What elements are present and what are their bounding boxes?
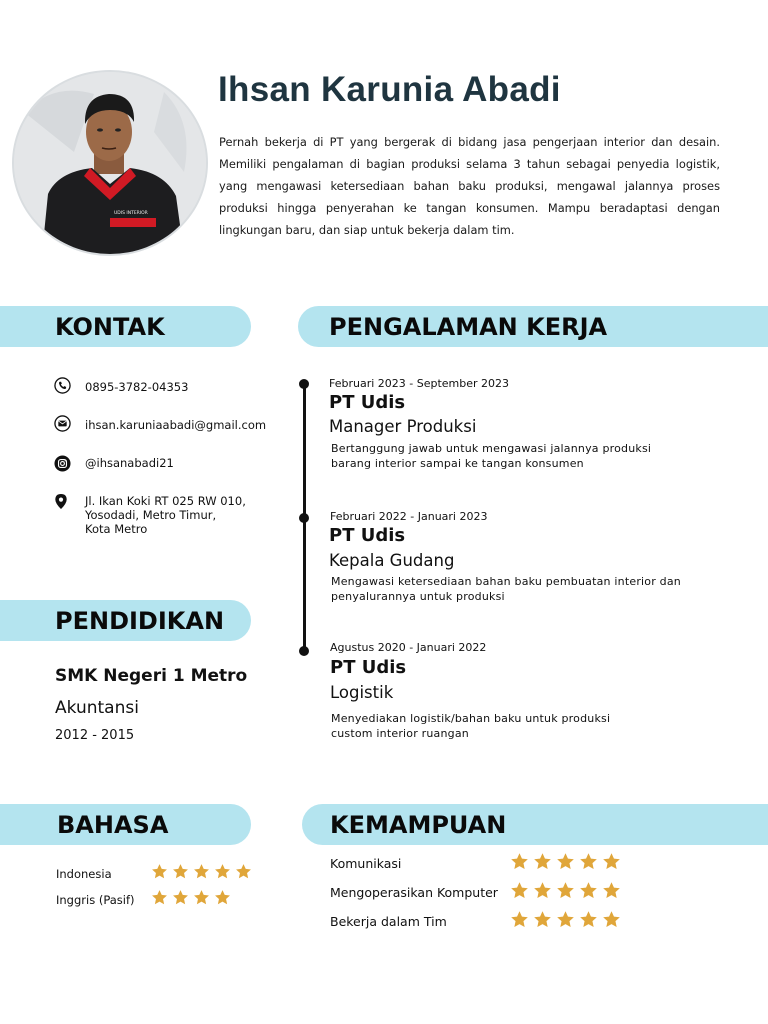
star-icon [533,910,552,929]
job-description-line: custom interior ruangan [331,727,469,740]
star-icon [579,852,598,871]
job-description-line: Menyediakan logistik/bahan baku untuk produksi [331,712,611,725]
skill-name: Bekerja dalam Tim [330,914,447,929]
contact-address-line1: Jl. Ikan Koki RT 025 RW 010, [85,494,246,508]
contact-phone: 0895-3782-04353 [85,380,189,394]
star-icon [602,910,621,929]
star-icon [193,863,210,880]
person-portrait-icon [14,72,206,254]
star-icon [602,881,621,900]
job-description [331,711,701,741]
skills-section-header [302,804,768,845]
job-description-line: Bertanggung jawab untuk mengawasi jalannya produksi [331,442,652,455]
person-name: Ihsan Karunia Abadi [218,70,561,109]
job-company: PT Udis [330,657,407,678]
job-title: Manager Produksi [329,417,477,436]
job-date: Agustus 2020 - Januari 2022 [330,641,487,654]
star-icon [172,863,189,880]
language-name: Inggris (Pasif) [56,893,135,907]
contact-section-header [0,306,251,347]
section-title-skills: KEMAMPUAN [330,811,507,839]
experience-section-header [298,306,768,347]
star-icon [556,910,575,929]
job-description-line: barang interior sampai ke tangan konsumen [331,457,584,470]
star-icon [151,863,168,880]
contact-address-line2: Yosodadi, Metro Timur, [85,508,217,522]
location-pin-icon [54,493,68,514]
star-icon [510,910,529,929]
job-company: PT Udis [329,525,406,546]
star-icon [556,852,575,871]
contact-email: ihsan.karuniaabadi@gmail.com [85,418,267,432]
job-title: Logistik [330,683,394,702]
job-description [331,441,701,471]
skill-rating [510,910,625,933]
timeline-dot [299,646,309,656]
section-title-education: PENDIDIKAN [55,607,225,635]
star-icon [193,889,210,906]
contact-instagram: @ihsanabadi21 [85,456,174,470]
job-company: PT Udis [329,392,406,413]
job-date: Februari 2022 - Januari 2023 [330,510,488,523]
star-icon [214,863,231,880]
profile-photo [12,70,208,256]
education-major: Akuntansi [55,698,139,718]
language-rating [151,863,256,884]
education-years: 2012 - 2015 [55,728,135,743]
phone-icon [54,377,71,398]
skill-rating [510,852,625,875]
language-rating [151,889,235,910]
star-icon [579,910,598,929]
language-name: Indonesia [56,867,112,881]
star-icon [556,881,575,900]
job-description-line: Mengawasi ketersediaan bahan baku pembuatan interior dan [331,575,681,588]
shirt-label: UDIS INTERIOR [114,211,148,216]
education-section-header [0,600,251,641]
star-icon [602,852,621,871]
education-school: SMK Negeri 1 Metro [55,666,248,686]
timeline-dot [299,379,309,389]
language-section-header [0,804,251,845]
contact-address-line3: Kota Metro [85,522,148,536]
mail-icon [54,415,71,436]
skill-name: Komunikasi [330,856,402,871]
star-icon [533,881,552,900]
timeline-dot [299,513,309,523]
star-icon [533,852,552,871]
star-icon [510,881,529,900]
star-icon [579,881,598,900]
job-title: Kepala Gudang [329,551,455,570]
star-icon [510,852,529,871]
job-date: Februari 2023 - September 2023 [329,377,510,390]
job-description-line: penyalurannya untuk produksi [331,590,505,603]
skill-name: Mengoperasikan Komputer [330,885,498,900]
star-icon [214,889,231,906]
skill-rating [510,881,625,904]
instagram-icon [54,455,71,476]
section-title-contact: KONTAK [55,313,165,341]
profile-summary: Pernah bekerja di PT yang bergerak di bidang jasa pengerjaan interior dan desain. Memiliki pengalaman di bagian produksi selama 3 tahun sebagai penyedia logistik, yang mengawasi ketersediaan bahan baku produksi, mengawal jalannya proses produksi hingga penyerahan ke tangan konsumen. Mampu beradaptasi dengan lingkungan baru, dan siap untuk bekerja dalam tim. [219,135,720,237]
job-description [331,574,701,604]
section-title-experience: PENGALAMAN KERJA [329,313,608,341]
star-icon [151,889,168,906]
star-icon [172,889,189,906]
section-title-language: BAHASA [57,811,169,839]
star-icon [235,863,252,880]
